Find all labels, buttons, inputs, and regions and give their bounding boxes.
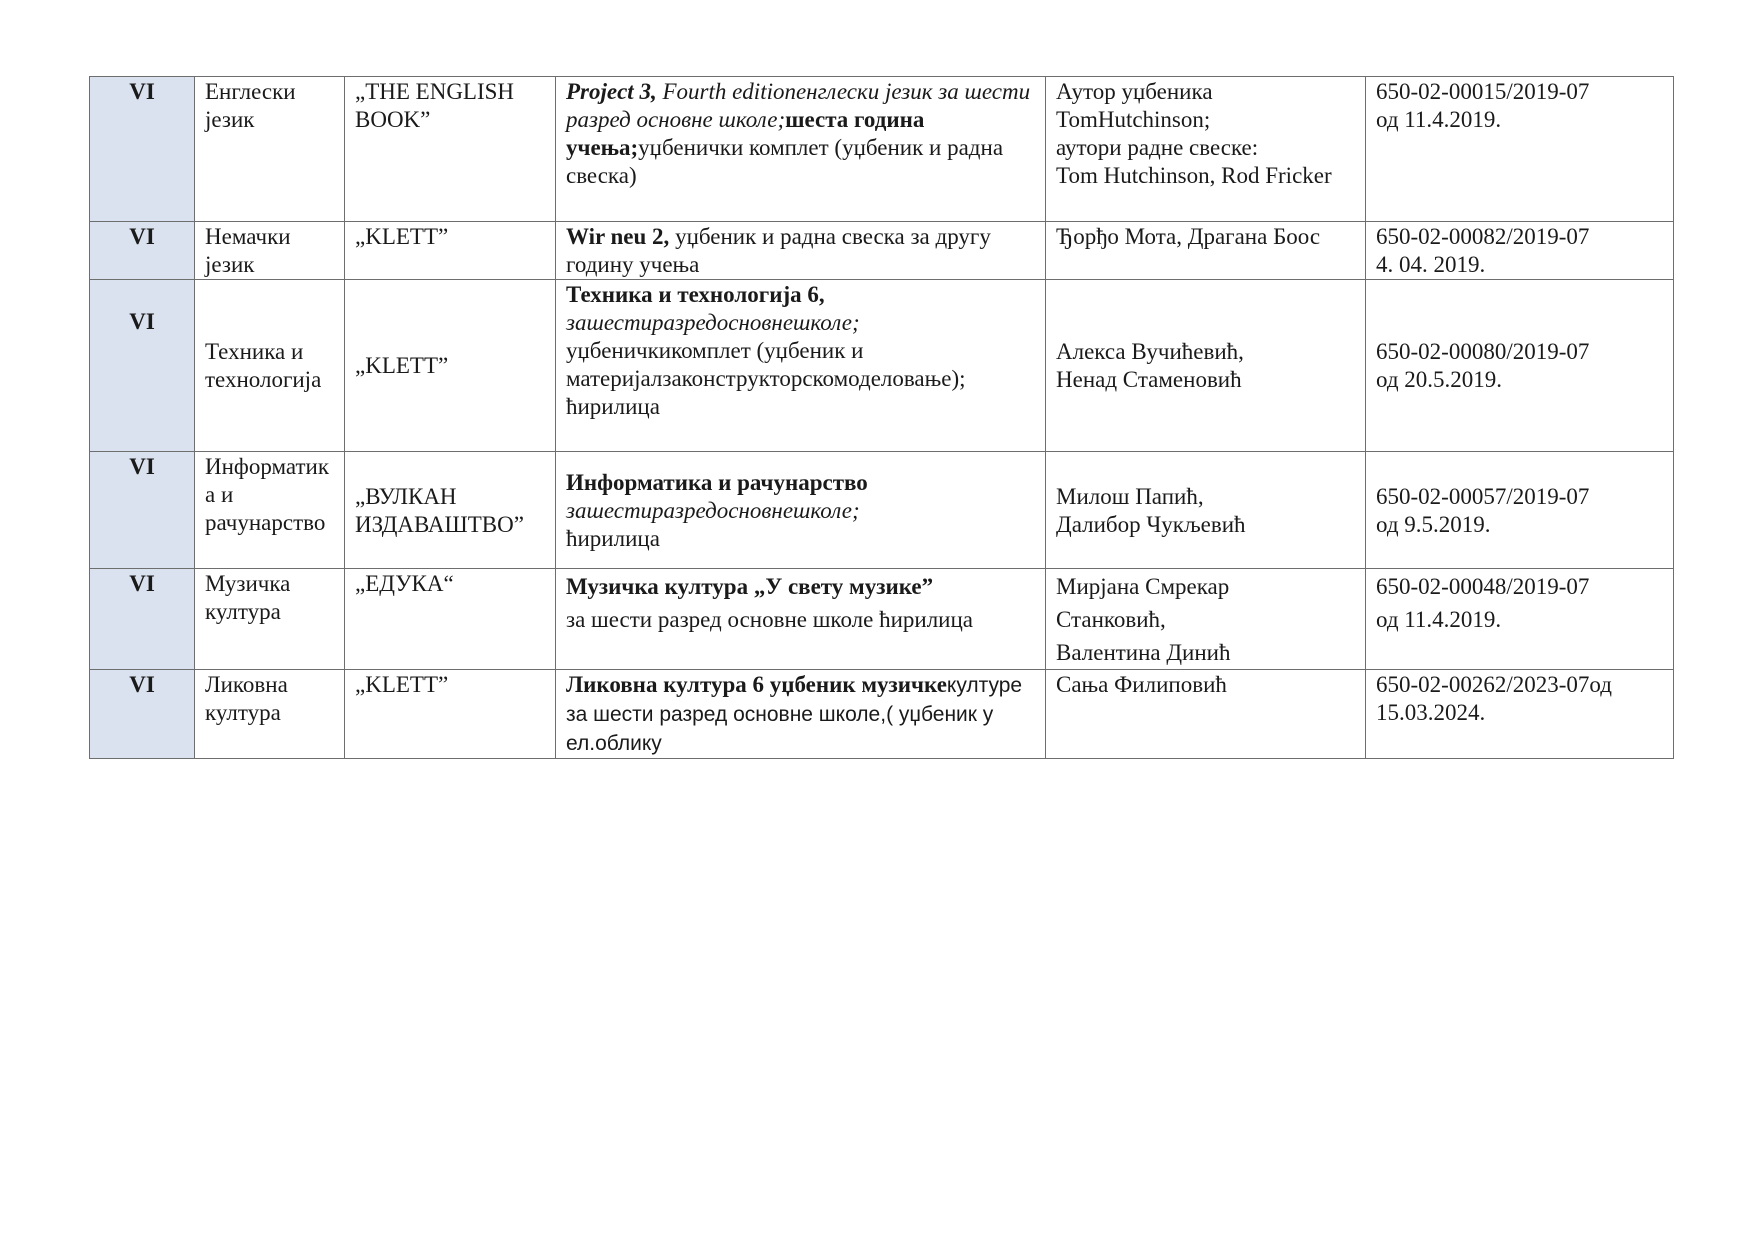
- author-line: аутори радне свеске:: [1056, 135, 1259, 160]
- author-line: Аутор уџбеника: [1056, 79, 1213, 104]
- author-line: Валентина Динић: [1056, 640, 1231, 665]
- authors-cell: [1046, 452, 1366, 569]
- textbook-title-cell: [556, 452, 1046, 569]
- grade-cell: VI: [90, 569, 195, 670]
- authors-cell: [1046, 77, 1366, 222]
- authors-cell: [1046, 222, 1366, 280]
- title-part: Техника и технологија 6,: [566, 282, 825, 307]
- title-part: шеста година учења;: [566, 107, 925, 160]
- textbook-title-cell: [556, 670, 1046, 759]
- approval-number: 650-02-00048/2019-07: [1376, 574, 1590, 599]
- author-line: Далибор Чукљевић: [1056, 511, 1246, 537]
- approval-date: од 11.4.2019.: [1376, 607, 1502, 632]
- title-part: Ликовна култура 6 уџбеник музичке: [566, 672, 947, 697]
- author-line: Ненад Стаменовић: [1056, 367, 1242, 392]
- approval-number: 650-02-00080/2019-07: [1376, 339, 1590, 364]
- approval-number: 650-02-00262/2023-07од: [1376, 672, 1612, 697]
- textbook-title-cell: [556, 280, 1046, 452]
- table-row: [90, 569, 1674, 670]
- title-part: Project 3,: [566, 79, 657, 104]
- title-part: уџбенички комплет (уџбеник и радна свеска): [566, 135, 1004, 188]
- author-line: Алекса Вучићевић,: [1056, 339, 1244, 364]
- title-part: уџбеник и радна свеска за другу годину учења: [566, 224, 991, 277]
- author-line: Станковић,: [1056, 607, 1166, 632]
- subject-cell: Информатика и рачунарство: [195, 452, 345, 569]
- subject-cell: Техника и технологија: [195, 280, 345, 452]
- authors-cell: [1046, 280, 1366, 452]
- approval-cell: [1366, 670, 1674, 759]
- approval-date: од 20.5.2019.: [1376, 367, 1503, 392]
- authors-cell: [1046, 670, 1366, 759]
- approval-cell: [1366, 222, 1674, 280]
- title-part: ћирилица: [566, 525, 660, 551]
- grade-cell: VI: [90, 222, 195, 280]
- table-row: [90, 452, 1674, 569]
- author-line: Мирјана Смрекар: [1056, 574, 1230, 599]
- title-part: Музичка култура „У свету музике”: [566, 574, 934, 599]
- approval-cell: [1366, 77, 1674, 222]
- author-line: TomHutchinson;: [1056, 107, 1211, 132]
- approval-cell: [1366, 280, 1674, 452]
- table-row: [90, 222, 1674, 280]
- table-row: [90, 77, 1674, 222]
- authors-cell: [1046, 569, 1366, 670]
- title-part: за шести разред основне школе ћирилица: [566, 607, 973, 632]
- title-part: зашестиразредосновнешколе;: [566, 310, 860, 335]
- grade-cell: VI: [90, 77, 195, 222]
- publisher-cell: „ЕДУКА“: [345, 569, 556, 670]
- title-part: зашестиразредосновнешколе;: [566, 497, 860, 523]
- approval-date: од 9.5.2019.: [1376, 511, 1491, 537]
- approval-number: 650-02-00057/2019-07: [1376, 483, 1590, 509]
- table-row: [90, 280, 1674, 452]
- table-row: [90, 670, 1674, 759]
- textbook-title-cell: [556, 569, 1046, 670]
- grade-cell: VI: [90, 452, 195, 569]
- author-line: Ђорђо Мота, Драгана Боос: [1056, 224, 1321, 249]
- publisher-cell: „KLETT”: [345, 280, 556, 452]
- textbook-title-cell: [556, 77, 1046, 222]
- approval-date: 4. 04. 2019.: [1376, 252, 1486, 277]
- title-part: културе за шести разред основне школе,( уџбеник у ел.облику: [566, 674, 1023, 755]
- grade-cell: VI: [90, 280, 195, 452]
- author-line: Сања Филиповић: [1056, 672, 1227, 697]
- publisher-cell: „ВУЛКАН ИЗДАВАШТВО”: [345, 452, 556, 569]
- subject-cell: Ликовна култура: [195, 670, 345, 759]
- title-part: Fourth editionенглески језик за шести разред основне школе;: [566, 79, 1031, 132]
- approval-number: 650-02-00082/2019-07: [1376, 224, 1590, 249]
- approval-date: 15.03.2024.: [1376, 700, 1486, 725]
- approval-cell: [1366, 452, 1674, 569]
- textbook-title-cell: [556, 222, 1046, 280]
- subject-cell: Музичка култура: [195, 569, 345, 670]
- publisher-cell: „KLETT”: [345, 222, 556, 280]
- grade-cell: VI: [90, 670, 195, 759]
- title-part: Wir neu 2,: [566, 224, 670, 249]
- approval-number: 650-02-00015/2019-07: [1376, 79, 1590, 104]
- approval-cell: [1366, 569, 1674, 670]
- author-line: Милош Папић,: [1056, 483, 1204, 509]
- subject-cell: Енглески језик: [195, 77, 345, 222]
- approval-date: од 11.4.2019.: [1376, 107, 1502, 132]
- title-part: Информатика и рачунарство: [566, 469, 868, 495]
- textbook-table: [89, 76, 1674, 759]
- publisher-cell: „KLETT”: [345, 670, 556, 759]
- author-line: Tom Hutchinson, Rod Fricker: [1056, 163, 1332, 188]
- title-part: уџбеничкикомплет (уџбеник и материјалзаконструкторскомоделовање); ћирилица: [566, 338, 966, 419]
- publisher-cell: „THE ENGLISH BOOK”: [345, 77, 556, 222]
- subject-cell: Немачки језик: [195, 222, 345, 280]
